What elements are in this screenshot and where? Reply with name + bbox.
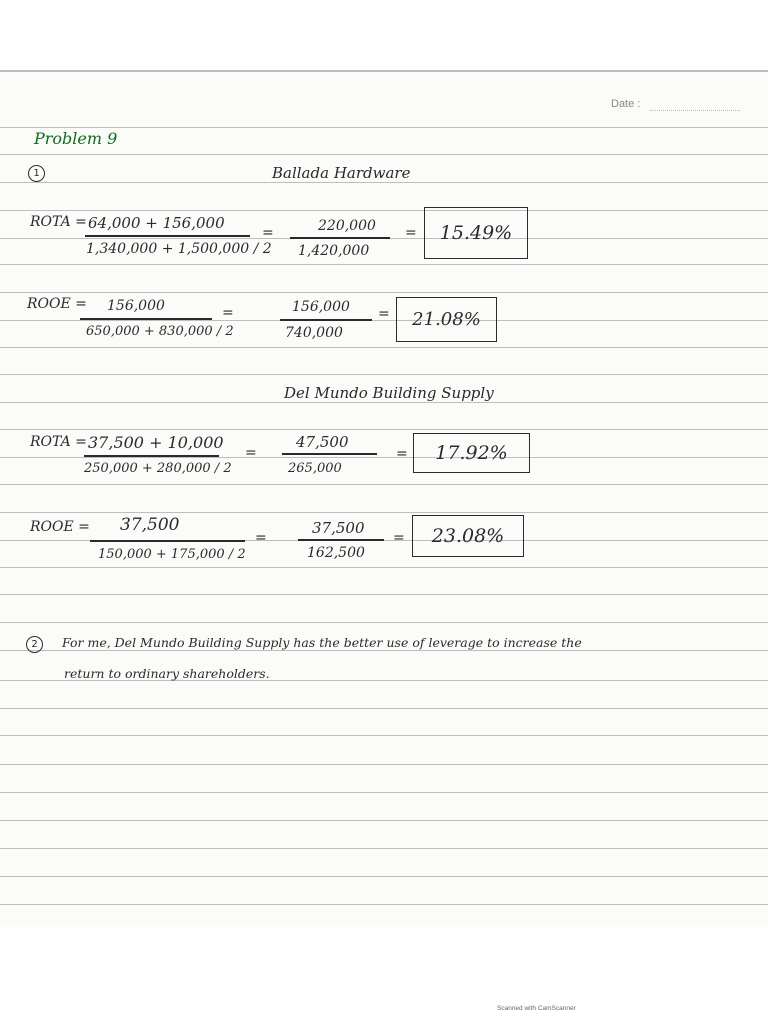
rooe-numerator: 156,000 xyxy=(107,298,165,314)
ruled-line xyxy=(0,292,768,293)
rota-label: ROTA = xyxy=(30,214,87,230)
ruled-line xyxy=(0,735,768,736)
rooe-numerator: 37,500 xyxy=(120,515,180,535)
ruled-line xyxy=(0,374,768,375)
part-number-2: 2 xyxy=(26,636,43,653)
equals-sign: = xyxy=(396,446,408,462)
fraction-bar xyxy=(80,318,212,320)
ruled-line xyxy=(0,484,768,485)
ruled-line xyxy=(0,429,768,430)
ruled-line xyxy=(0,512,768,513)
problem-title: Problem 9 xyxy=(34,129,118,148)
rota-denominator: 1,340,000 + 1,500,000 / 2 xyxy=(86,241,272,257)
ruled-line xyxy=(0,764,768,765)
rota-result-box: 17.92% xyxy=(413,433,530,473)
rota-denominator-simplified: 265,000 xyxy=(288,461,342,476)
ruled-line xyxy=(0,182,768,183)
rota-numerator: 64,000 + 156,000 xyxy=(88,214,225,232)
rota-numerator-simplified: 220,000 xyxy=(318,218,376,234)
rota-numerator: 37,500 + 10,000 xyxy=(88,433,224,452)
ruled-line xyxy=(0,457,768,458)
ruled-line xyxy=(0,904,768,905)
date-label: Date : xyxy=(611,98,641,110)
fraction-bar xyxy=(290,237,390,239)
notebook-page xyxy=(0,70,768,927)
part-number-1: 1 xyxy=(28,165,45,182)
company-name: Ballada Hardware xyxy=(272,164,411,182)
ruled-line xyxy=(0,210,768,211)
fraction-bar xyxy=(84,455,219,457)
equals-sign: = xyxy=(405,225,417,241)
equals-sign: = xyxy=(222,305,234,321)
fraction-bar xyxy=(280,319,372,321)
equals-sign: = xyxy=(255,530,267,546)
company-name: Del Mundo Building Supply xyxy=(284,384,494,402)
ruled-line xyxy=(0,650,768,651)
fraction-bar xyxy=(85,235,250,237)
ruled-line xyxy=(0,708,768,709)
rota-label: ROTA = xyxy=(30,434,87,450)
fraction-bar xyxy=(282,453,377,455)
rota-result-box: 15.49% xyxy=(424,207,528,259)
rooe-result-box: 21.08% xyxy=(396,297,497,342)
equals-sign: = xyxy=(378,306,390,322)
ruled-line xyxy=(0,820,768,821)
ruled-line xyxy=(0,264,768,265)
rota-numerator-simplified: 47,500 xyxy=(296,433,349,451)
ruled-line xyxy=(0,154,768,155)
fraction-bar xyxy=(298,539,384,541)
scanner-watermark: Scanned with CamScanner xyxy=(497,1005,576,1012)
fraction-bar xyxy=(90,540,245,542)
ruled-line xyxy=(0,347,768,348)
rooe-numerator-simplified: 37,500 xyxy=(312,519,365,537)
rota-denominator-simplified: 1,420,000 xyxy=(298,243,370,259)
rooe-denominator: 150,000 + 175,000 / 2 xyxy=(98,547,246,562)
equals-sign: = xyxy=(393,530,405,546)
rota-denominator: 250,000 + 280,000 / 2 xyxy=(84,461,232,476)
rooe-label: ROOE = xyxy=(30,519,90,535)
answer-line-2: return to ordinary shareholders. xyxy=(64,666,270,681)
rooe-denominator: 650,000 + 830,000 / 2 xyxy=(86,324,234,339)
ruled-line xyxy=(0,876,768,877)
rooe-label: ROOE = xyxy=(27,296,87,312)
ruled-line xyxy=(0,402,768,403)
rooe-denominator-simplified: 162,500 xyxy=(307,545,365,561)
rooe-denominator-simplified: 740,000 xyxy=(285,325,343,341)
ruled-line xyxy=(0,622,768,623)
equals-sign: = xyxy=(245,445,257,461)
rooe-result-box: 23.08% xyxy=(412,515,524,557)
rooe-numerator-simplified: 156,000 xyxy=(292,299,350,315)
ruled-line xyxy=(0,567,768,568)
date-line xyxy=(650,110,740,111)
answer-line-1: For me, Del Mundo Building Supply has the better use of leverage to increase the xyxy=(62,635,582,650)
ruled-line xyxy=(0,127,768,128)
ruled-line xyxy=(0,792,768,793)
ruled-line xyxy=(0,594,768,595)
ruled-line xyxy=(0,848,768,849)
equals-sign: = xyxy=(262,225,274,241)
scan-top-margin xyxy=(0,0,768,70)
